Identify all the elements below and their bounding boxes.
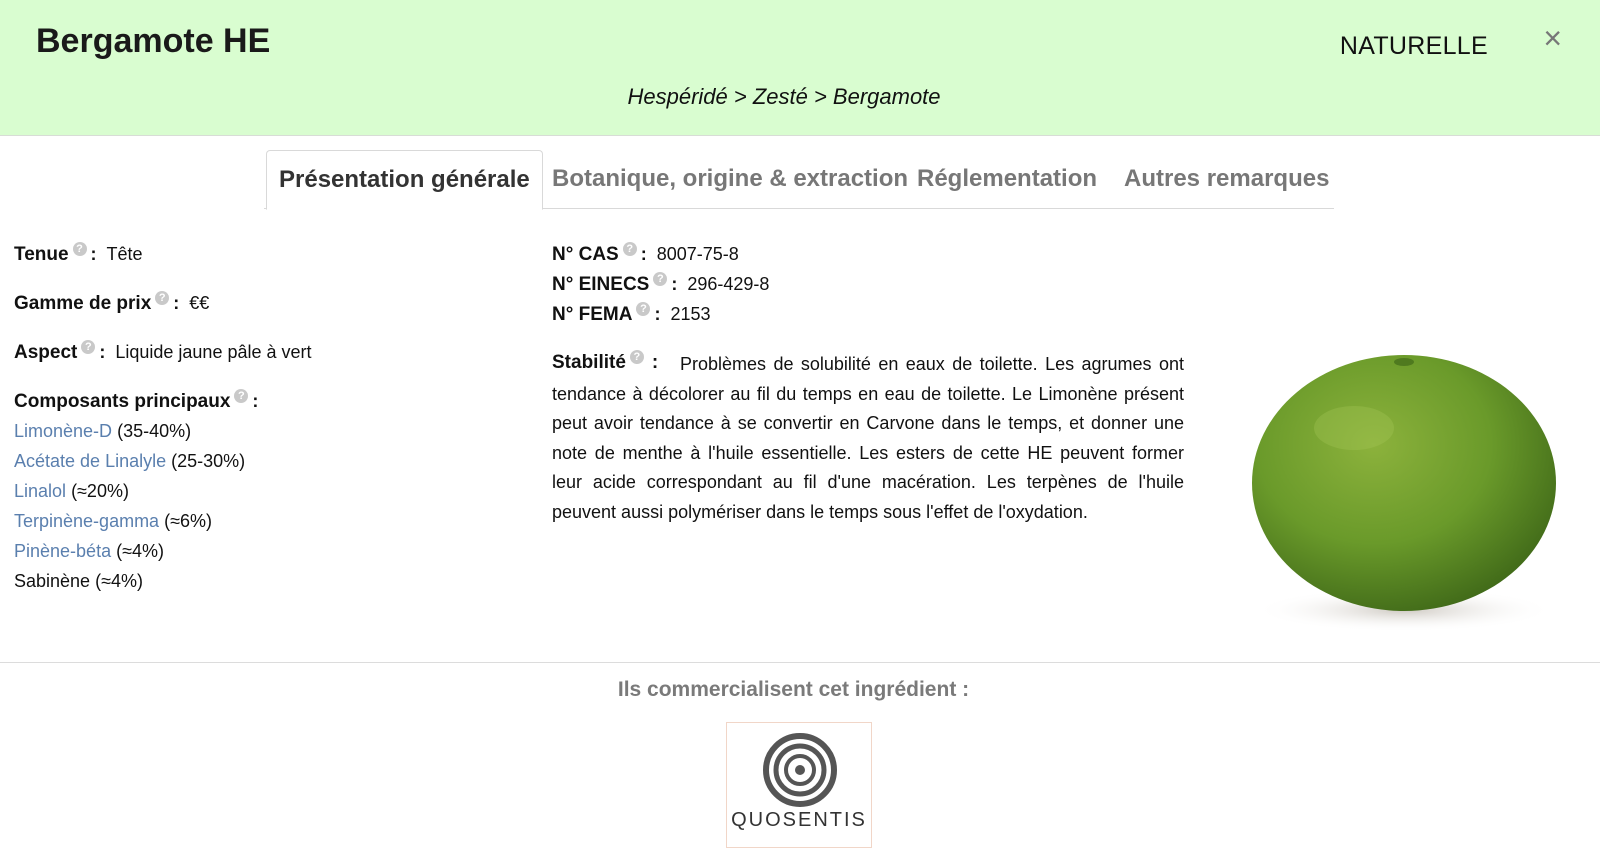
gamme-label: Gamme de prix xyxy=(14,293,152,314)
component-link[interactable]: Linalol xyxy=(14,481,67,501)
aspect-value: Liquide jaune pâle à vert xyxy=(115,342,312,362)
component-link[interactable]: Pinène-béta xyxy=(14,541,112,561)
field-gamme-de-prix: Gamme de prix ? : €€ xyxy=(14,292,210,314)
list-item: Acétate de Linalyle (25-30%) xyxy=(14,451,246,471)
component-name: Sabinène xyxy=(14,571,91,591)
nature-badge: NATURELLE xyxy=(1339,32,1488,60)
component-link[interactable]: Limonène-D xyxy=(14,421,113,441)
einecs-value: 296-429-8 xyxy=(687,274,770,294)
family-breadcrumb: Hespéridé > Zesté > Bergamote xyxy=(627,84,941,109)
tenue-label: Tenue xyxy=(14,244,69,265)
tab-reglementation[interactable]: Réglementation xyxy=(917,165,1098,192)
tab-autres-remarques[interactable]: Autres remarques xyxy=(1124,165,1330,192)
tenue-value: Tête xyxy=(106,244,143,264)
field-aspect: Aspect ? : Liquide jaune pâle à vert xyxy=(14,341,312,363)
tab-presentation[interactable]: Présentation générale xyxy=(266,150,543,210)
sellers-title: Ils commercialisent cet ingrédient : xyxy=(617,678,970,701)
cas-value: 8007-75-8 xyxy=(656,244,739,264)
help-icon[interactable]: ? xyxy=(73,242,87,256)
ingredient-header xyxy=(0,0,1600,136)
stabilite-label: Stabilité ? : xyxy=(552,351,659,373)
field-cas: N° CAS ? : 8007-75-8 xyxy=(552,243,739,265)
tab-bar xyxy=(264,150,1334,209)
bergamot-fruit-image xyxy=(1234,348,1574,638)
list-item: Sabinène (≈4%) xyxy=(14,571,143,591)
field-tenue: Tenue ? : Tête xyxy=(14,243,143,265)
field-einecs: N° EINECS ? : 296-429-8 xyxy=(552,273,770,295)
help-icon[interactable]: ? xyxy=(81,340,95,354)
help-icon[interactable]: ? xyxy=(636,302,650,316)
help-icon[interactable]: ? xyxy=(630,350,644,364)
component-link[interactable]: Acétate de Linalyle xyxy=(14,451,167,471)
ingredient-title: Bergamote HE xyxy=(36,22,271,60)
help-icon[interactable]: ? xyxy=(623,242,637,256)
fema-label: N° FEMA xyxy=(552,304,633,325)
list-item: Limonène-D (35-40%) xyxy=(14,421,192,441)
tab-botanique[interactable]: Botanique, origine & extraction xyxy=(552,165,909,192)
component-link[interactable]: Terpinène-gamma xyxy=(14,511,160,531)
section-divider xyxy=(0,662,1600,663)
composants-label: Composants principaux xyxy=(14,391,231,412)
cas-label: N° CAS xyxy=(552,244,619,265)
help-icon[interactable]: ? xyxy=(234,389,248,403)
help-icon[interactable]: ? xyxy=(155,291,169,305)
gamme-value: €€ xyxy=(189,293,210,313)
field-composants: Composants principaux ? : xyxy=(14,390,259,412)
list-item: Pinène-béta (≈4%) xyxy=(14,541,164,561)
field-fema: N° FEMA ? : 2153 xyxy=(552,303,711,325)
aspect-label: Aspect xyxy=(14,342,78,363)
seller-name: QUOSENTIS xyxy=(731,809,867,831)
seller-card-quosentis[interactable] xyxy=(726,722,872,848)
fema-value: 2153 xyxy=(670,304,711,324)
list-item: Terpinène-gamma (≈6%) xyxy=(14,511,212,531)
list-item: Linalol (≈20%) xyxy=(14,481,129,501)
rose-logo-icon xyxy=(763,733,837,807)
stabilite-text: Problèmes de solubilité en eaux de toilette. Les agrumes ont tendance à décolorer au fil du temps en eau de toilette. Le Limonène présent peut avoir tendance à se convertir en Carvone dans le temps, et donner une note de menthe à l'huile essentielle. Les esters de cette HE peuvent former leur acide correspondant au fil d'une macération. Les terpènes de l'huile peuvent aussi polymériser dans le temps sous l'effet de l'oxydation. xyxy=(552,354,1184,522)
help-icon[interactable]: ? xyxy=(653,272,667,286)
close-icon[interactable]: × xyxy=(1543,20,1562,56)
einecs-label: N° EINECS xyxy=(552,274,650,295)
